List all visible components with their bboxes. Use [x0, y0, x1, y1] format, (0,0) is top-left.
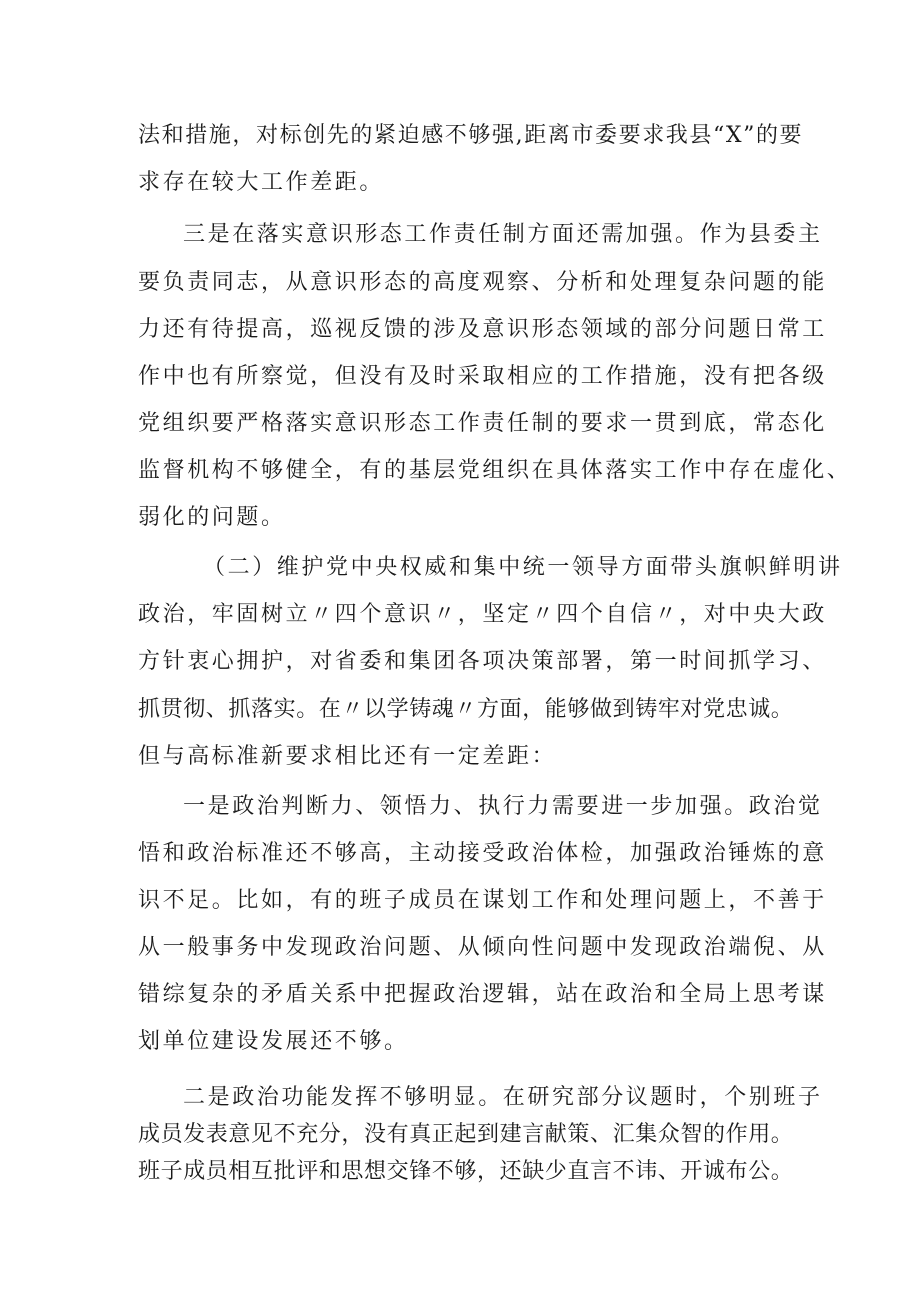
- text-line: 但与高标准新要求相比还有一定差距：: [138, 744, 557, 769]
- section-heading: （二）维护党中央权威和集中统一领导方面带头旗帜鲜明讲: [203, 555, 843, 580]
- text-line: 法和措施，对标创先的紧迫感不够强,距离市委要求我县“X”的要: [138, 123, 804, 148]
- text-line: 弱化的问题。: [138, 505, 286, 530]
- text-line: 求存在较大工作差距。: [138, 170, 385, 195]
- text-line: 要负责同志，从意识形态的高度观察、分析和处理复杂问题的能: [138, 270, 827, 295]
- text-line: 作中也有所察觉，但没有及时采取相应的工作措施，没有把各级: [138, 364, 827, 389]
- text-line: 班子成员相互批评和思想交锋不够，还缺少直言不讳、开诚布公。: [138, 1159, 794, 1184]
- text-line: 力还有待提高，巡视反馈的涉及意识形态领域的部分问题日常工: [138, 317, 827, 342]
- text-line: 党组织要严格落实意识形态工作责任制的要求一贯到底，常态化: [138, 411, 827, 436]
- text-line: 悟和政治标准还不够高，主动接受政治体检，加强政治锤炼的意: [138, 841, 827, 866]
- text-line: 划单位建设发展还不够。: [138, 1029, 409, 1054]
- text-line: 三是在落实意识形态工作责任制方面还需加强。作为县委主: [183, 222, 823, 247]
- text-line: 监督机构不够健全，有的基层党组织在具体落实工作中存在虚化、: [138, 458, 852, 483]
- text-line: 政治，牢固树立〃四个意识〃，坚定〃四个自信〃，对中央大政: [138, 602, 827, 627]
- text-line: 从一般事务中发现政治问题、从倾向性问题中发现政治端倪、从: [138, 935, 827, 960]
- text-line: 方针衷心拥护，对省委和集团各项决策部署，第一时间抓学习、: [138, 649, 827, 674]
- text-line: 识不足。比如，有的班子成员在谋划工作和处理问题上，不善于: [138, 888, 827, 913]
- text-line: 抓贯彻、抓落实。在〃以学铸魂〃方面，能够做到铸牢对党忠诚。: [138, 697, 794, 722]
- text-line: 成员发表意见不充分，没有真正起到建言献策、汇集众智的作用。: [138, 1122, 794, 1147]
- text-line: 二是政治功能发挥不够明显。在研究部分议题时，个别班子: [183, 1085, 823, 1110]
- text-line: 错综复杂的矛盾关系中把握政治逻辑，站在政治和全局上思考谋: [138, 982, 827, 1007]
- text-line: 一是政治判断力、领悟力、执行力需要进一步加强。政治觉: [183, 794, 823, 819]
